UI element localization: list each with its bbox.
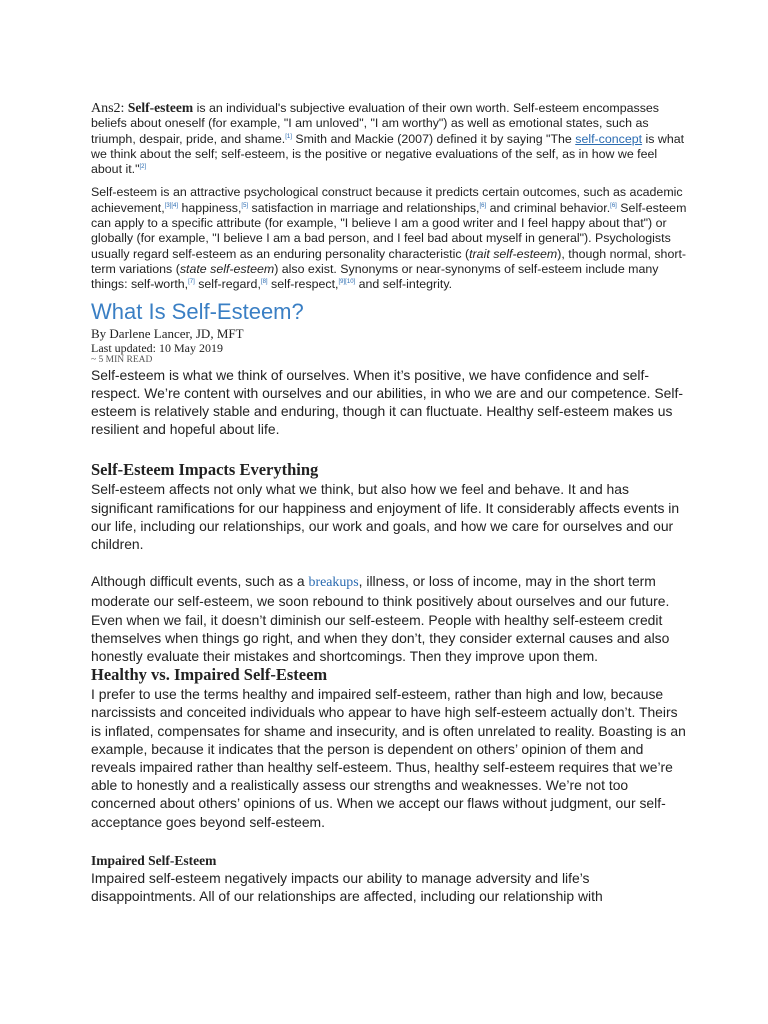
- citation-link[interactable]: [1]: [285, 133, 292, 140]
- impacts-paragraph-1: Self-esteem affects not only what we think, but also how we feel and behave. It and has significant ramifications for our happiness and enjoyment of life. It considerably affects events in our life, including our relationships, our work and goals, and how we care for ourselves and our children.: [91, 481, 680, 552]
- text: ), though normal, short-term variations (: [91, 246, 687, 276]
- citation-link[interactable]: [3][4]: [164, 202, 179, 209]
- document-page: [91, 100, 691, 905]
- breakups-link[interactable]: breakups: [308, 575, 359, 591]
- text: , illness, or loss of income, may in the short term moderate our self-esteem, we soon rebound to think positively about ourselves and our future. Even when we fail, it doesn’t diminish our self-esteem. People with healthy self-esteem credit themselves when things go right, and when they don’t, they consider external causes and also honestly evaluate their mistakes and shortcomings. Then they improve upon them.: [91, 573, 670, 664]
- article-title: What Is Self-Esteem?: [91, 298, 304, 324]
- answer-text: is an individual's subjective evaluation of their own worth. Self-esteem encompasses beliefs about oneself (for example, "I am unloved", "I am worthy") as well as emotional states, such as triumph, despair, pride, and shame.: [91, 101, 660, 146]
- heading-impacts: Self-Esteem Impacts Everything: [91, 460, 319, 480]
- citation-link[interactable]: [9][10]: [338, 279, 356, 286]
- intro-paragraph: Self-esteem is what we think of ourselves. When it’s positive, we have confidence and self-respect. We’re content with ourselves and our abilities, in who we are and our competence. Self-esteem is relatively stable and enduring, though it can fluctuate. Healthy self-esteem makes us resilient and hopeful about life.: [91, 366, 683, 438]
- text: self-respect,: [267, 277, 339, 292]
- citation-link[interactable]: [6]: [610, 202, 617, 209]
- heading-impaired: Impaired Self-Esteem: [91, 852, 217, 868]
- text: satisfaction in marriage and relationships,: [248, 200, 480, 215]
- citation-link[interactable]: [2]: [139, 164, 147, 171]
- text: Although difficult events, such as a: [91, 573, 309, 590]
- self-concept-link[interactable]: self-concept: [575, 131, 643, 146]
- answer-term: Self-esteem: [127, 100, 194, 115]
- citation-link[interactable]: [5]: [241, 202, 249, 209]
- answer-text: Smith and Mackie (2007) defined it by saying "The: [291, 131, 576, 146]
- heading-healthy-vs-impaired: Healthy vs. Impaired Self-Esteem: [91, 665, 328, 685]
- construct-paragraph: [91, 185, 691, 292]
- citation-link[interactable]: [6]: [479, 202, 487, 209]
- text: happiness,: [178, 200, 242, 215]
- text: Self-esteem can apply to a specific attribute (for example, "I believe I am a good writer and I feel happy about that") or globally (for example, "I believe I am a bad person, and I feel bad about myself in general"). Psychologists usually regard self-esteem as an enduring personality characteristic (: [91, 200, 687, 261]
- healthy-paragraph: I prefer to use the terms healthy and impaired self-esteem, rather than high and low, because narcissists and conceited individuals who appear to have high self-esteem actually don’t. Theirs is inflated, compensates for shame and insecurity, and is often unrelated to reality. Boasting is an example, because it indicates that the person is dependent on others’ opinion of them and reveals impaired rather than healthy self-esteem. Thus, healthy self-esteem requires that we’re able to honestly and a realistically assess our strengths and weaknesses. We’re not too concerned about others’ opinions of us. When we accept our flaws without judgment, our self-acceptance goes beyond self-esteem.: [91, 686, 686, 830]
- trait-term: trait self-esteem: [469, 246, 558, 261]
- text: Self-esteem is an attractive psychological construct because it predicts certain outcomes, such as academic achievement,: [91, 185, 683, 215]
- citation-link[interactable]: [7]: [188, 279, 195, 286]
- read-time: ~ 5 MIN READ: [91, 354, 153, 365]
- text: and self-integrity.: [355, 277, 453, 292]
- state-term: state self-esteem: [179, 261, 275, 276]
- impacts-paragraph-2: [91, 572, 691, 665]
- text: ) also exist. Synonyms or near-synonyms of self-esteem include many things: self-worth,: [91, 261, 659, 292]
- last-updated: Last updated: 10 May 2019: [91, 340, 223, 355]
- text: and criminal behavior.: [486, 200, 611, 215]
- citation-link[interactable]: [8]: [260, 279, 268, 286]
- text: self-regard,: [194, 277, 261, 292]
- article-byline: By Darlene Lancer, JD, MFT: [91, 325, 244, 341]
- answer-label: Ans2:: [91, 101, 125, 116]
- answer-paragraph: [91, 100, 691, 177]
- answer-text: is what we think about the self; self-esteem, is the positive or negative evaluations of the self, as in how we feel about it.": [91, 131, 685, 177]
- impaired-paragraph: Impaired self-esteem negatively impacts our ability to manage adversity and life’s disappointments. All of our relationships are affected, including our relationship with: [91, 869, 603, 905]
